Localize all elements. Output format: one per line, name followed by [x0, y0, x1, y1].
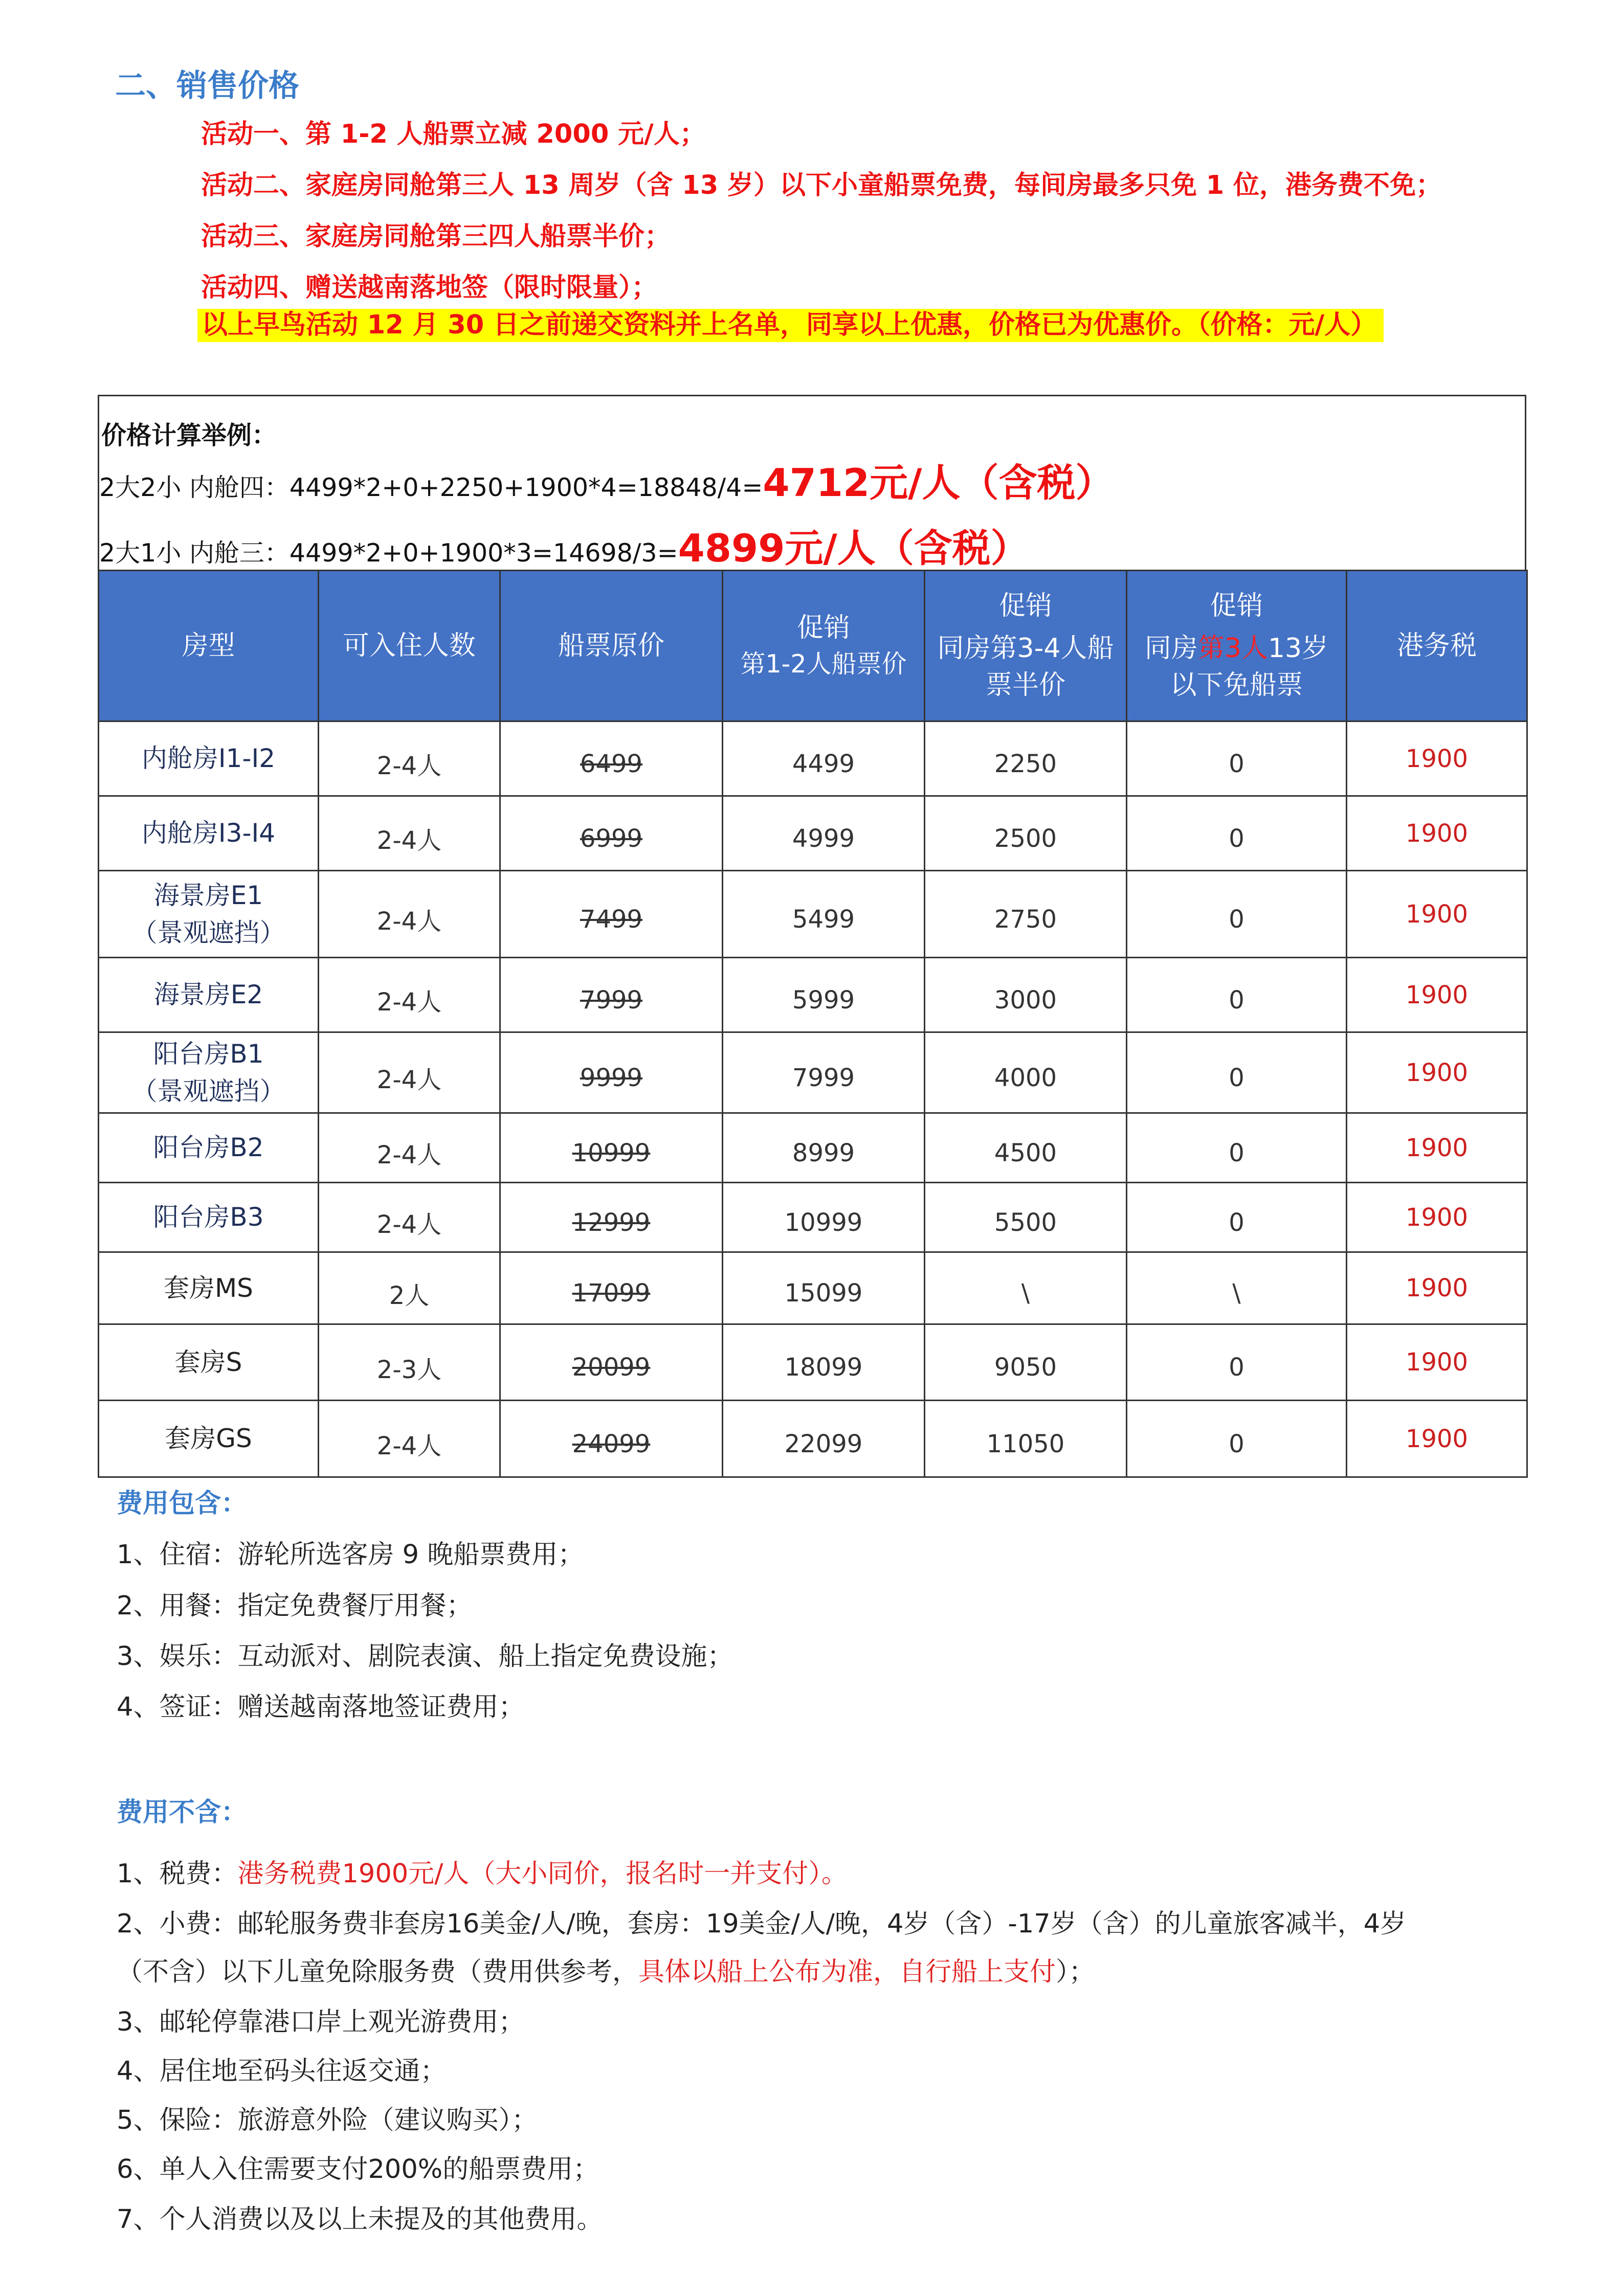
included-item-2: 2、用餐：指定免费餐厅用餐；	[117, 1591, 473, 1621]
promo-2-value: \	[1021, 1279, 1030, 1308]
original-price-value: 6499	[580, 749, 643, 778]
room-name: 内舱房I3-I4	[141, 818, 276, 848]
header-promo-3-title: 促销	[1210, 590, 1263, 621]
header-occupancy: 可入住人数	[319, 571, 500, 722]
excluded-item-2-line-1: 2、小费：邮轮服务费非套房16美金/人/晚，套房：19美金/人/晚，4岁（含）-17岁（含）的儿童旅客减半，4岁	[117, 1909, 1407, 1939]
promo-1-value: 10999	[784, 1208, 863, 1237]
table-row	[99, 796, 1527, 871]
promo-3-value: 0	[1229, 1208, 1244, 1237]
cell-promo-1	[723, 1183, 925, 1252]
room-name: 阳台房B1	[153, 1039, 264, 1069]
occupancy-value: 2-4人	[376, 1210, 442, 1239]
included-item-4: 4、签证：赠送越南落地签证费用；	[117, 1692, 525, 1722]
cell-promo-3	[1127, 796, 1347, 871]
cell-room-type	[99, 1252, 319, 1324]
occupancy-value: 2-4人	[376, 752, 442, 780]
cell-original-price	[500, 871, 723, 958]
table-row	[99, 1183, 1527, 1252]
port-tax-value: 1900	[1405, 980, 1469, 1009]
excluded-item-1-prefix: 1、税费：	[117, 1859, 238, 1889]
cell-promo-3	[1127, 1324, 1347, 1401]
promo-1-value: 5499	[792, 905, 855, 934]
promo-3-value: 0	[1229, 749, 1244, 778]
promo-2-value: 4000	[994, 1063, 1057, 1092]
excluded-item-1-red: 港务税费1900元/人（大小同价，报名时一并支付）。	[237, 1859, 848, 1889]
calc-example-2-result: 4899元/人（含税）	[678, 526, 1029, 571]
cell-original-price	[500, 1252, 723, 1324]
cell-occupancy	[319, 1113, 500, 1183]
occupancy-value: 2-4人	[376, 988, 442, 1017]
cell-promo-3	[1127, 1032, 1347, 1113]
calc-example-1-result: 4712元/人（含税）	[763, 460, 1114, 505]
cell-port-tax	[1347, 1032, 1527, 1113]
promo-2: 活动二、家庭房同舱第三人 13 周岁（含 13 岁）以下小童船票免费，每间房最多只免 1 位，港务费不免；	[201, 170, 1442, 200]
calc-example-box	[98, 395, 1526, 570]
occupancy-value: 2-4人	[376, 1432, 442, 1460]
cell-promo-2	[925, 722, 1127, 796]
header-promo-1-desc: 第1-2人船票价	[740, 649, 907, 679]
room-name: 阳台房B3	[153, 1202, 264, 1232]
cell-port-tax	[1347, 1252, 1527, 1324]
cell-occupancy	[319, 1401, 500, 1477]
cell-promo-2	[925, 958, 1127, 1032]
promo-2-value: 3000	[994, 985, 1057, 1015]
promo-2-value: 2750	[994, 905, 1057, 934]
cell-room-type	[99, 1032, 319, 1113]
cell-room-type	[99, 1183, 319, 1252]
excluded-item-2-red: 具体以船上公布为准，自行船上支付	[638, 1957, 1056, 1987]
cell-port-tax	[1347, 871, 1527, 958]
table-row	[99, 1401, 1527, 1477]
promo-1-value: 7999	[792, 1063, 855, 1092]
room-name: 海景房E2	[153, 980, 263, 1010]
cell-occupancy	[319, 1183, 500, 1252]
cell-promo-3	[1127, 871, 1347, 958]
header-promo-2-desc: 同房第3-4人船票半价	[937, 633, 1114, 701]
room-note: （景观遮挡）	[131, 1076, 285, 1106]
early-bird-note	[197, 309, 1384, 342]
cell-occupancy	[319, 871, 500, 958]
cell-room-type	[99, 1401, 319, 1477]
cell-promo-1	[723, 1032, 925, 1113]
header-promo-3	[1127, 571, 1347, 722]
room-name: 套房GS	[165, 1424, 252, 1454]
table-row	[99, 1032, 1527, 1113]
occupancy-value: 2-4人	[376, 1066, 442, 1094]
excluded-item-5: 5、保险：旅游意外险（建议购买）；	[117, 2105, 538, 2135]
promo-2-value: 5500	[994, 1208, 1057, 1237]
room-note: （景观遮挡）	[131, 917, 285, 948]
promo-2-value: 11050	[986, 1429, 1065, 1458]
header-promo-2-title: 促销	[998, 590, 1052, 621]
promo-4: 活动四、赠送越南落地签（限时限量）；	[201, 273, 658, 303]
occupancy-value: 2-4人	[376, 1141, 442, 1169]
cell-room-type	[99, 1113, 319, 1183]
excluded-item-2-line-2	[117, 1950, 1095, 1988]
cell-occupancy	[319, 1252, 500, 1324]
cell-promo-1	[723, 1252, 925, 1324]
promo-3-value: 0	[1229, 905, 1244, 934]
original-price-value: 7499	[580, 905, 643, 934]
cell-promo-1	[723, 871, 925, 958]
promo-3-value: 0	[1229, 824, 1244, 853]
cell-promo-2	[925, 1183, 1127, 1252]
excluded-item-3: 3、邮轮停靠港口岸上观光游费用；	[117, 2007, 525, 2037]
header-promo-1-title: 促销	[796, 613, 850, 644]
cell-promo-1	[723, 958, 925, 1032]
room-name: 海景房E1	[153, 881, 263, 910]
included-title: 费用包含：	[117, 1489, 248, 1519]
cell-promo-1	[723, 1401, 925, 1477]
cell-occupancy	[319, 958, 500, 1032]
cell-room-type	[99, 722, 319, 796]
cell-port-tax	[1347, 1324, 1527, 1401]
cell-original-price	[500, 1183, 723, 1252]
cell-promo-2	[925, 1401, 1127, 1477]
excluded-item-2-prefix: （不含）以下儿童免除服务费（费用供参考，	[117, 1957, 639, 1987]
cell-room-type	[99, 1324, 319, 1401]
table-row	[99, 1252, 1527, 1324]
header-promo-2	[925, 571, 1127, 722]
original-price-value: 7999	[580, 985, 643, 1015]
cell-original-price	[500, 958, 723, 1032]
promo-2-value: 2250	[994, 749, 1057, 778]
promo-3-value: \	[1232, 1279, 1241, 1308]
excluded-item-6: 6、单人入住需要支付200%的船票费用；	[117, 2154, 599, 2185]
header-promo-3-red: 第3人	[1197, 633, 1268, 664]
header-original-price: 船票原价	[500, 571, 723, 722]
original-price-value: 17099	[572, 1279, 651, 1308]
cell-promo-3	[1127, 722, 1347, 796]
header-promo-3-pre: 同房	[1144, 633, 1198, 664]
occupancy-value: 2人	[389, 1281, 430, 1310]
promo-1-value: 4999	[792, 824, 855, 853]
cell-occupancy	[319, 722, 500, 796]
table-row	[99, 1324, 1527, 1401]
occupancy-value: 2-3人	[376, 1355, 442, 1384]
cell-occupancy	[319, 1032, 500, 1113]
promo-3-value: 0	[1229, 1138, 1244, 1167]
section-title: 二、销售价格	[115, 68, 299, 104]
cell-port-tax	[1347, 958, 1527, 1032]
cell-port-tax	[1347, 1183, 1527, 1252]
cell-port-tax	[1347, 722, 1527, 796]
calc-example-1	[99, 453, 1114, 507]
cell-promo-3	[1127, 958, 1347, 1032]
cell-promo-2	[925, 1032, 1127, 1113]
room-name: 套房S	[174, 1347, 242, 1377]
port-tax-value: 1900	[1405, 744, 1469, 773]
header-port-tax: 港务税	[1347, 571, 1527, 722]
port-tax-value: 1900	[1405, 1133, 1469, 1162]
promo-2-value: 2500	[994, 824, 1057, 853]
promo-3: 活动三、家庭房同舱第三四人船票半价；	[201, 221, 671, 252]
promo-1-value: 18099	[784, 1353, 863, 1382]
cell-room-type	[99, 796, 319, 871]
cell-promo-1	[723, 722, 925, 796]
header-promo-1	[723, 571, 925, 722]
header-promo-3-post: 13岁以下免船票	[1170, 633, 1329, 701]
original-price-value: 9999	[580, 1063, 643, 1092]
port-tax-value: 1900	[1405, 1274, 1469, 1302]
cell-room-type	[99, 871, 319, 958]
calc-example-2-formula: 2大1小 内舱三：4499*2+0+1900*3=14698/3=	[99, 538, 678, 568]
room-name: 内舱房I1-I2	[141, 744, 276, 774]
promo-1-value: 4499	[792, 749, 855, 778]
table-row	[99, 722, 1527, 796]
excluded-item-7: 7、个人消费以及以上未提及的其他费用。	[117, 2204, 603, 2235]
port-tax-value: 1900	[1405, 819, 1469, 848]
included-item-3: 3、娱乐：互动派对、剧院表演、船上指定免费设施；	[117, 1641, 733, 1672]
original-price-value: 6999	[580, 824, 643, 853]
original-price-value: 12999	[572, 1208, 651, 1237]
cell-promo-2	[925, 1324, 1127, 1401]
cell-promo-3	[1127, 1113, 1347, 1183]
promo-1-value: 15099	[784, 1279, 863, 1308]
included-item-1: 1、住宿：游轮所选客房 9 晚船票费用；	[117, 1540, 584, 1570]
promo-3-value: 0	[1229, 1353, 1244, 1382]
header-promo-3-desc	[1127, 625, 1346, 705]
cell-promo-2	[925, 796, 1127, 871]
cell-promo-1	[723, 1324, 925, 1401]
original-price-value: 10999	[572, 1138, 651, 1167]
excluded-item-1	[117, 1852, 848, 1890]
occupancy-value: 2-4人	[376, 826, 442, 855]
cell-promo-1	[723, 1113, 925, 1183]
table-row	[99, 958, 1527, 1032]
promo-1-value: 5999	[792, 985, 855, 1015]
table-row	[99, 1113, 1527, 1183]
port-tax-value: 1900	[1405, 1424, 1469, 1453]
cell-original-price	[500, 1113, 723, 1183]
port-tax-value: 1900	[1405, 1203, 1469, 1232]
promo-2-value: 4500	[994, 1138, 1057, 1167]
cell-promo-2	[925, 871, 1127, 958]
promo-1-value: 22099	[784, 1429, 863, 1458]
cell-promo-2	[925, 1113, 1127, 1183]
promo-2-value: 9050	[994, 1353, 1057, 1382]
cell-original-price	[500, 1324, 723, 1401]
calc-example-2	[99, 518, 1029, 573]
port-tax-value: 1900	[1405, 1058, 1469, 1087]
promo-1-value: 8999	[792, 1138, 855, 1167]
promo-3-value: 0	[1229, 1429, 1244, 1458]
cell-original-price	[500, 1032, 723, 1113]
cell-occupancy	[319, 796, 500, 871]
room-name: 套房MS	[164, 1273, 253, 1303]
cell-port-tax	[1347, 1401, 1527, 1477]
room-name: 阳台房B2	[153, 1133, 264, 1163]
cell-promo-3	[1127, 1252, 1347, 1324]
promo-1: 活动一、第 1-2 人船票立减 2000 元/人；	[201, 119, 706, 149]
cell-occupancy	[319, 1324, 500, 1401]
cell-port-tax	[1347, 796, 1527, 871]
cell-promo-3	[1127, 1183, 1347, 1252]
excluded-item-4: 4、居住地至码头往返交通；	[117, 2056, 447, 2086]
cell-original-price	[500, 796, 723, 871]
promo-3-value: 0	[1229, 985, 1244, 1015]
header-room-type: 房型	[99, 571, 319, 722]
table-row	[99, 871, 1527, 958]
cell-original-price	[500, 722, 723, 796]
cell-promo-2	[925, 1252, 1127, 1324]
occupancy-value: 2-4人	[376, 907, 442, 936]
cell-original-price	[500, 1401, 723, 1477]
price-table	[98, 570, 1528, 1478]
port-tax-value: 1900	[1405, 899, 1469, 929]
original-price-value: 20099	[572, 1353, 651, 1382]
port-tax-value: 1900	[1405, 1348, 1469, 1377]
cell-promo-1	[723, 796, 925, 871]
excluded-title: 费用不含：	[117, 1797, 248, 1828]
excluded-item-2-suffix: ）；	[1056, 1957, 1095, 1987]
table-header-row	[99, 571, 1527, 722]
promo-3-value: 0	[1229, 1063, 1244, 1092]
original-price-value: 24099	[572, 1429, 651, 1458]
calc-example-1-formula: 2大2小 内舱四：4499*2+0+2250+1900*4=18848/4=	[99, 473, 763, 502]
cell-room-type	[99, 958, 319, 1032]
cell-port-tax	[1347, 1113, 1527, 1183]
cell-promo-3	[1127, 1401, 1347, 1477]
early-bird-highlight: 以上早鸟活动 12 月 30 日之前递交资料并上名单，同享以上优惠，价格已为优惠价。（价格：元/人）	[197, 309, 1384, 342]
calc-heading: 价格计算举例：	[101, 421, 277, 450]
